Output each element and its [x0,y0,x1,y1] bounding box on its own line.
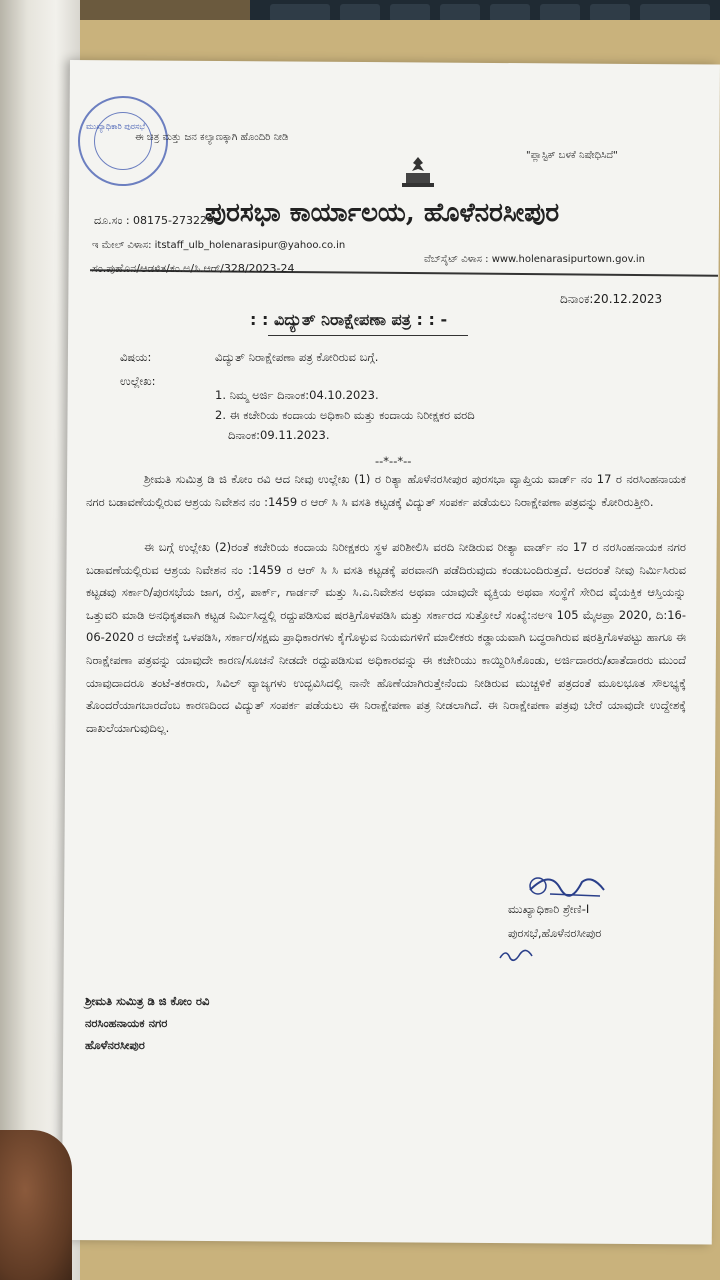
subject-label: ವಿಷಯ: [120,350,152,364]
holding-finger [0,1130,72,1280]
email-address: ಇ ಮೇಲ್ ವಿಳಾಸ: itstaff_ulb_holenarasipur@yahoo.co.in [92,240,346,251]
separator: --*--*-- [375,454,412,468]
website-address: ವೆಬ್‌ಸೈಟ್ ವಿಳಾಸ : www.holenarasipurtown.gov.in [424,254,646,265]
heading-underline [268,335,468,336]
reference-item-2: 2. ಈ ಕಚೇರಿಯ ಕಂದಾಯ ಅಧಿಕಾರಿ ಮತ್ತು ಕಂದಾಯ ನಿರೀಕ್ಷಕರ ವರದಿ [215,408,475,422]
signatory-office: ಪುರಸಭೆ,ಹೊಳೆನರಸೀಪುರ [508,926,602,940]
reference-item-1: 1. ನಿಮ್ಮ ಅರ್ಜಿ ದಿನಾಂಕ:04.10.2023. [215,388,379,402]
state-emblem-icon [398,155,438,191]
signature-image [520,868,610,902]
addressee-locality: ನರಸಿಂಹನಾಯಕ ನಗರ [85,1016,168,1030]
paragraph-2: ಈ ಬಗ್ಗೆ ಉಲ್ಲೇಖ (2)ರಂತೆ ಕಚೇರಿಯ ಕಂದಾಯ ನಿರೀಕ್ಷಕರು ಸ್ಥಳ ಪರಿಶೀಲಿಸಿ ವರದಿ ನೀಡಿರುವ ರೀತ್ಯಾ ವಾರ್ಡ್ ನಂ 17 ರ ನರಸಿಂಹನಾಯಕ ನಗರ ಬಡಾವಣೆಯಲ್ಲಿರುವ ಆಶ್ರಯ ನಿವೇಶನ ನಂ :1459 ರ ಆರ್ ಸಿ ಸಿ ವಸತಿ ಕಟ್ಟಡಕ್ಕೆ ಪರವಾನಗಿ ಪಡೆದಿರುವುದು ಕಂಡುಬಂದಿರುತ್ತದೆ. ಅದರಂತೆ ನೀವು ನಿರ್ಮಿಸಿರುವ ಕಟ್ಟಡವು ಸರ್ಕಾರಿ/ಪುರಸಭೆಯ ಜಾಗ, ರಸ್ತೆ, ಪಾರ್ಕ್, ಗಾರ್ಡನ್ ಮತ್ತು ಸಿ.ಎ.ನಿವೇಶನ ಅಥವಾ ಯಾವುದೇ ವ್ಯಕ್ತಿಯ ಅಥವಾ ಸಂಸ್ಥೆಗೆ ಸೇರಿದ ವೈಯಕ್ತಿಕ ಆಸ್ತಿಯನ್ನು ಒತ್ತುವರಿ ಮಾಡಿ ಅನಧಿಕೃತವಾಗಿ ಕಟ್ಟಡ ನಿರ್ಮಿಸಿದ್ದಲ್ಲಿ ರದ್ದುಪಡಿಸುವ ಷರತ್ತಿಗೊಳಪಡಿಸಿ ಮತ್ತು ಸರ್ಕಾರದ ಸುತ್ತೋಲೆ ಸಂಖ್ಯೆ:ನಅಇ 105 ಮೈಅಪ್ರಾ 2020, ದಿ:16-06-2020 ರ ಆದೇಶಕ್ಕೆ ಒಳಪಡಿಸಿ, ಸರ್ಕಾರ/ಸಕ್ಷಮ ಪ್ರಾಧಿಕಾರಗಳು ಕೈಗೊಳ್ಳುವ ನಿಯಮಗಳಿಗೆ ಮಾಲೀಕರು ಕಡ್ಡಾಯವಾಗಿ ಬದ್ಧರಾಗಿರುವ ಷರತ್ತಿಗೊಳಪಟ್ಟು ಹಾಗೂ ಈ ನಿರಾಕ್ಷೇಪಣಾ ಪತ್ರವನ್ನು ಯಾವುದೇ ಕಾರಣ/ಸೂಚನೆ ನೀಡದೇ ರದ್ದುಪಡಿಸುವ ಅಧಿಕಾರವನ್ನು ಈ ಕಚೇರಿಯು ಕಾಯ್ದಿರಿಸಿಕೊಂಡು, ಅರ್ಜಿದಾರರು/ಖಾತೆದಾರರು ಮುಂದೆ ಯಾವುದಾದರೂ ತಂಟೆ-ತಕರಾರು, ಸಿವಿಲ್ ವ್ಯಾಜ್ಯಗಳು ಉದ್ಭವಿಸಿದಲ್ಲಿ ನಾನೇ ಹೊಣೆಯಾಗಿರುತ್ತೇನೆಂದು ನೀಡಿರುವ ಮುಚ್ಚಳಿಕೆ ಪತ್ರದಂತೆ ಮೂಲಭೂತ ಸೌಲಭ್ಯಕ್ಕೆ ತೊಂದರೆಯಾಗಬಾರದೆಂಬ ಕಾರಣದಿಂದ ವಿದ್ಯುತ್ ಸಂಪರ್ಕ ಪಡೆಯಲು ಈ ನಿರಾಕ್ಷೇಪಣಾ ಪತ್ರ ನೀಡಲಾಗಿದೆ. ಈ ನಿರಾಕ್ಷೇಪಣಾ ಪತ್ರವು ಬೇರೆ ಯಾವುದೇ ಉದ್ದೇಶಕ್ಕೆ ದಾಖಲೆಯಾಗುವುದಿಲ್ಲ. [86,540,686,735]
addressee-town: ಹೊಳೆನರಸೀಪುರ [85,1038,145,1052]
motto-left: ಈ ಚಿತ್ರ ಮತ್ತು ಜನ ಕಲ್ಯಾಣಕ್ಕಾಗಿ ಹೊಂದಿರಿ ನೀಡಿ [135,132,289,143]
addressee-name: ಶ್ರೀಮತಿ ಸುಮಿತ್ರ ಡಿ ಜಿ ಕೋಂ ರವಿ [85,994,210,1008]
paragraph-1: ಶ್ರೀಮತಿ ಸುಮಿತ್ರ ಡಿ ಜಿ ಕೋಂ ರವಿ ಆದ ನೀವು ಉಲ್ಲೇಖ (1) ರ ರಿತ್ಯಾ ಹೊಳೆನರಸೀಪುರ ಪುರಸಭಾ ವ್ಯಾಪ್ತಿಯ ವಾರ್ಡ್ ನಂ 17 ರ ನರಸಿಂಹನಾಯಕ ನಗರ ಬಡಾವಣೆಯಲ್ಲಿರುವ ಆಶ್ರಯ ನಿವೇಶನ ನಂ :1459 ರ ಆರ್ ಸಿ ಸಿ ವಸತಿ ಕಟ್ಟಡಕ್ಕೆ ವಿದ್ಯುತ್ ಸಂಪರ್ಕ ಪಡೆಯಲು ನಿರಾಕ್ಷೇಪಣಾ ಪತ್ರವನ್ನು ಕೋರಿರುತ್ತೀರಿ. [86,472,686,509]
reference-number: ಸಂ.ಪುಹೊನ/ಆಡಳಿತ/ಕಂ.ಅ/ಸಿ.ಆರ್/328/2023-24 [92,262,295,275]
subject-text: ವಿದ್ಯುತ್ ನಿರಾಕ್ಷೇಪಣಾ ಪತ್ರ ಕೋರಿರುವ ಬಗ್ಗೆ. [215,350,379,364]
letter-date: ದಿನಾಂಕ:20.12.2023 [560,292,663,306]
reference-label: ಉಲ್ಲೇಖ: [120,374,156,388]
motto-right: "ಪ್ಲಾಸ್ಟಿಕ್ ಬಳಕೆ ನಿಷೇಧಿಸಿದೆ" [526,150,618,161]
office-title: ಪುರಸಭಾ ಕಾರ್ಯಾಲಯ, ಹೊಳೆನರಸೀಪುರ [205,198,560,228]
reference-item-2-date: ದಿನಾಂಕ:09.11.2023. [228,428,330,442]
initials-mark [496,944,536,966]
document-heading: : : ವಿದ್ಯುತ್ ನಿರಾಕ್ಷೇಪಣಾ ಪತ್ರ : : - [250,310,448,329]
signatory-title: ಮುಖ್ಯಾಧಿಕಾರಿ ಶ್ರೇಣಿ-I [508,902,590,916]
phone-number: ದೂ.ಸಂ : 08175-273229 [94,214,214,227]
seal-text: ಮುಖ್ಯಾಧಿಕಾರಿ ಪುರಸಭೆ [86,122,146,131]
